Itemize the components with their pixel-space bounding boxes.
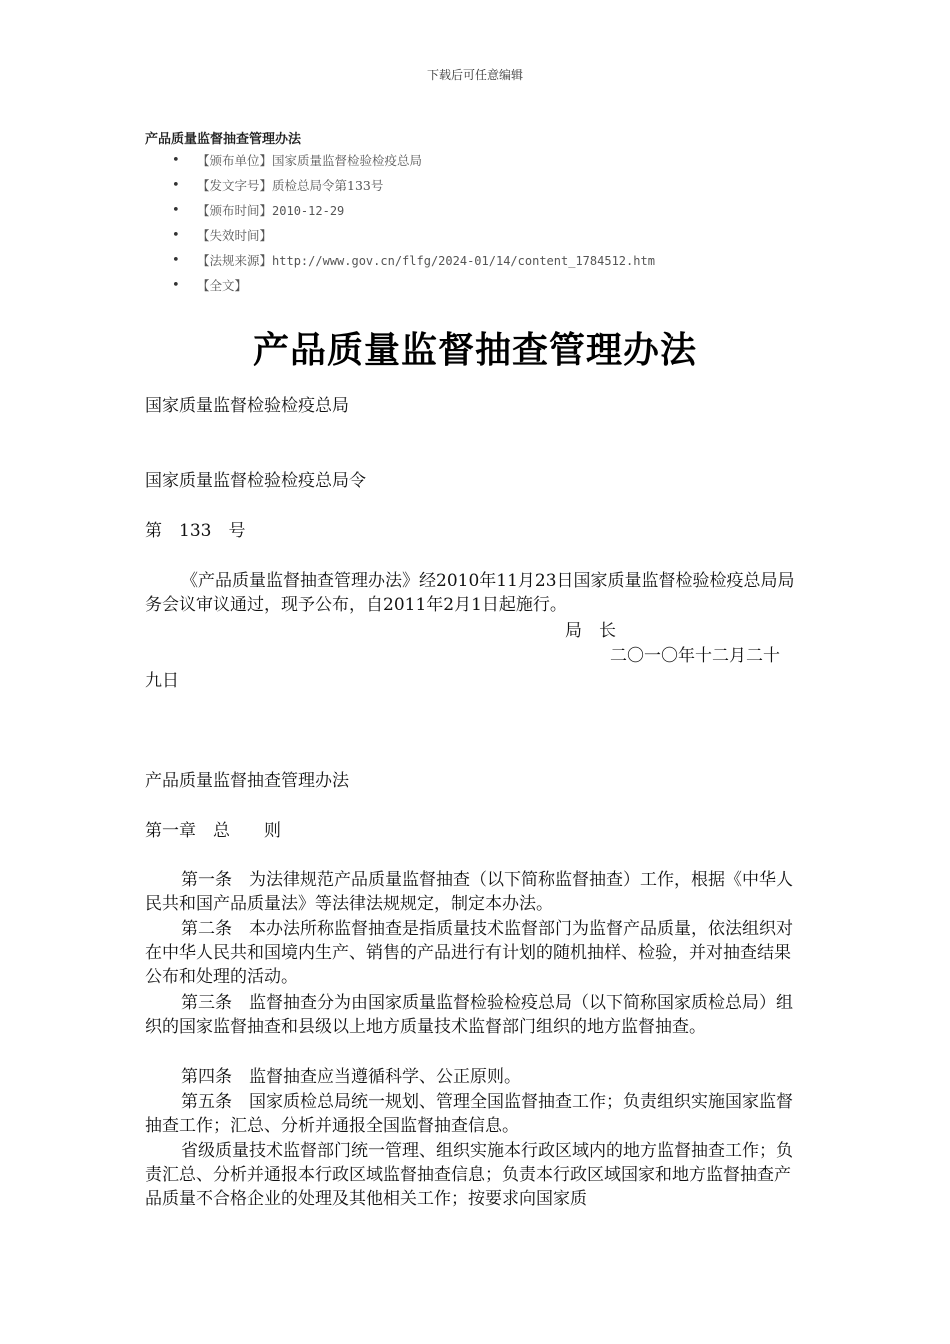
order-title: 国家质量监督检验检疫总局令 xyxy=(145,471,366,491)
meta-value: 国家质量监督检验检疫总局 xyxy=(272,153,423,168)
date-line-2: 九日 xyxy=(145,671,179,691)
meta-label: 【颁布单位】 xyxy=(197,153,273,168)
issuer-line: 国家质量监督检验检疫总局 xyxy=(145,396,349,416)
document-small-title: 产品质量监督抽查管理办法 xyxy=(145,132,302,147)
header-note: 下载后可任意编辑 xyxy=(426,68,523,82)
source-link[interactable]: http://www.gov.cn/flfg/2024-01/14/content_1784512.htm xyxy=(272,254,655,268)
bullet-icon: • xyxy=(172,253,180,268)
meta-value: 2010-12-29 xyxy=(272,204,345,218)
bullet-icon: • xyxy=(172,228,180,243)
bullet-icon: • xyxy=(172,178,180,193)
date-line-1: 二〇一〇年十二月二十 xyxy=(610,646,780,666)
bullet-icon: • xyxy=(172,203,180,218)
chapter-heading: 第一章 总 则 xyxy=(145,821,281,841)
article-4: 第四条 监督抽查应当遵循科学、公正原则。 xyxy=(181,1067,521,1087)
article-1: 第一条 为法律规范产品质量监督抽查（以下简称监督抽查）工作，根据《中华人民共和国产品质量法》等法律法规规定，制定本办法。 xyxy=(145,870,793,914)
announcement-paragraph: 《产品质量监督抽查管理办法》经2010年11月23日国家质量监督检验检疫总局局务会议审议通过，现予公布，自2011年2月1日起施行。 xyxy=(145,571,795,615)
article-2: 第二条 本办法所称监督抽查是指质量技术监督部门为监督产品质量，依法组织对在中华人民共和国境内生产、销售的产品进行有计划的随机抽样、检验，并对抽查结果公布和处理的活动。 xyxy=(145,919,793,987)
signature: 局 长 xyxy=(565,621,616,641)
meta-label: 【失效时间】 xyxy=(197,228,273,243)
meta-label: 【颁布时间】 xyxy=(197,203,273,218)
article-5: 第五条 国家质检总局统一规划、管理全国监督抽查工作；负责组织实施国家监督抽查工作；汇总、分析并通报全国监督抽查信息。 xyxy=(145,1092,793,1136)
main-title: 产品质量监督抽查管理办法 xyxy=(252,329,697,371)
law-title: 产品质量监督抽查管理办法 xyxy=(145,771,349,791)
meta-label: 【法规来源】 xyxy=(197,253,273,268)
article-3: 第三条 监督抽查分为由国家质量监督检验检疫总局（以下简称国家质检总局）组织的国家监督抽查和县级以上地方质量技术监督部门组织的地方监督抽查。 xyxy=(145,993,793,1037)
order-number: 第 133 号 xyxy=(145,521,246,541)
meta-label: 【全文】 xyxy=(197,278,248,293)
bullet-icon: • xyxy=(172,278,180,293)
bullet-icon: • xyxy=(172,153,180,168)
article-5-paragraph-2: 省级质量技术监督部门统一管理、组织实施本行政区域内的地方监督抽查工作；负责汇总、分析并通报本行政区域监督抽查信息；负责本行政区域国家和地方监督抽查产品质量不合格企业的处理及其他相关工作；按要求向国家质 xyxy=(145,1141,793,1209)
meta-label: 【发文字号】 xyxy=(197,178,273,193)
meta-value: 质检总局令第133号 xyxy=(272,178,384,193)
